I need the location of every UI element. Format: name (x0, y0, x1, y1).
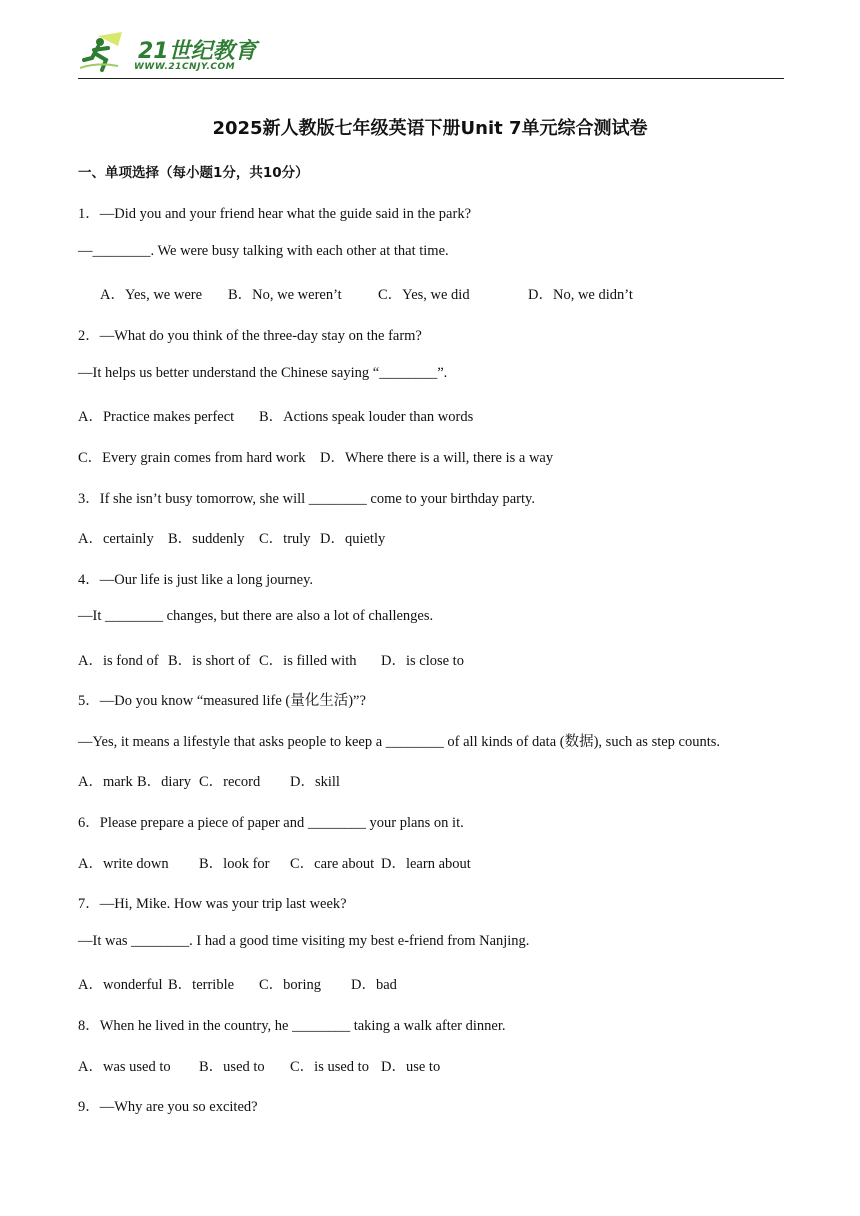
q4-option-d: D．is close to (381, 653, 464, 669)
page-header (78, 28, 784, 80)
q8-option-b: B．used to (199, 1059, 265, 1075)
q2-option-a: A．Practice makes perfect (78, 409, 235, 425)
logo-text: 21世纪教育 (138, 39, 257, 64)
header-rule (78, 78, 784, 79)
question-4-reply: —It ________ changes, but there are also a lot of challenges. (78, 608, 434, 624)
q3-option-d: D．quietly (320, 531, 386, 547)
question-6-stem: 6．Please prepare a piece of paper and ________ your plans on it. (78, 815, 464, 831)
q4-option-a: A．is fond of (78, 653, 159, 669)
q6-option-c: C．care about (290, 856, 375, 872)
q1-option-c: C．Yes, we did (378, 287, 470, 303)
q7-option-d: D．bad (351, 977, 397, 993)
q3-option-a: A．certainly (78, 531, 154, 547)
q6-option-a: A．write down (78, 856, 169, 872)
q8-option-c: C．is used to (290, 1059, 369, 1075)
question-7-stem: 7．—Hi, Mike. How was your trip last week? (78, 896, 347, 912)
question-1-stem: 1．—Did you and your friend hear what the guide said in the park? (78, 206, 472, 222)
q5-option-b: B．diary (137, 774, 191, 790)
question-5-reply: —Yes, it means a lifestyle that asks people to keep a ________ of all kinds of data (数据), such as step counts. (78, 734, 721, 750)
section-heading: 一、单项选择（每小题1分，共10分） (78, 165, 309, 181)
question-2-stem: 2．—What do you think of the three-day stay on the farm? (78, 328, 422, 344)
q7-option-a: A．wonderful (78, 977, 163, 993)
question-7-reply: —It was ________. I had a good time visiting my best e-friend from Nanjing. (78, 933, 530, 949)
q2-option-d: D．Where there is a will, there is a way (320, 450, 554, 466)
q2-option-b: B．Actions speak louder than words (259, 409, 474, 425)
q5-option-a: A．mark (78, 774, 133, 790)
q1-option-b: B．No, we weren’t (228, 287, 342, 303)
q5-option-d: D．skill (290, 774, 340, 790)
question-5-stem: 5．—Do you know “measured life (量化生活)”? (78, 693, 366, 709)
q7-option-c: C．boring (259, 977, 322, 993)
question-1-reply: —________. We were busy talking with each other at that time. (78, 243, 449, 259)
question-4-stem: 4．—Our life is just like a long journey. (78, 572, 314, 588)
page-title: 2025新人教版七年级英语下册Unit 7单元综合测试卷 (212, 118, 648, 139)
q8-option-d: D．use to (381, 1059, 441, 1075)
logo (78, 30, 278, 74)
q4-option-b: B．is short of (168, 653, 251, 669)
question-2-reply: —It helps us better understand the Chinese saying “________”. (78, 365, 448, 381)
q1-option-d: D．No, we didn’t (528, 287, 633, 303)
runner-icon (78, 30, 138, 74)
q6-option-b: B．look for (199, 856, 270, 872)
q7-option-b: B．terrible (168, 977, 235, 993)
q8-option-a: A．was used to (78, 1059, 171, 1075)
q3-option-c: C．truly (259, 531, 311, 547)
q3-option-b: B．suddenly (168, 531, 245, 547)
question-3-stem: 3．If she isn’t busy tomorrow, she will ________ come to your birthday party. (78, 491, 535, 507)
question-9-stem: 9．—Why are you so excited? (78, 1099, 258, 1115)
q4-option-c: C．is filled with (259, 653, 357, 669)
question-8-stem: 8．When he lived in the country, he ________ taking a walk after dinner. (78, 1018, 506, 1034)
q6-option-d: D．learn about (381, 856, 471, 872)
q1-option-a: A．Yes, we were (100, 287, 203, 303)
logo-url: WWW.21CNJY.COM (134, 62, 236, 72)
q5-option-c: C．record (199, 774, 261, 790)
q2-option-c: C．Every grain comes from hard work (78, 450, 306, 466)
